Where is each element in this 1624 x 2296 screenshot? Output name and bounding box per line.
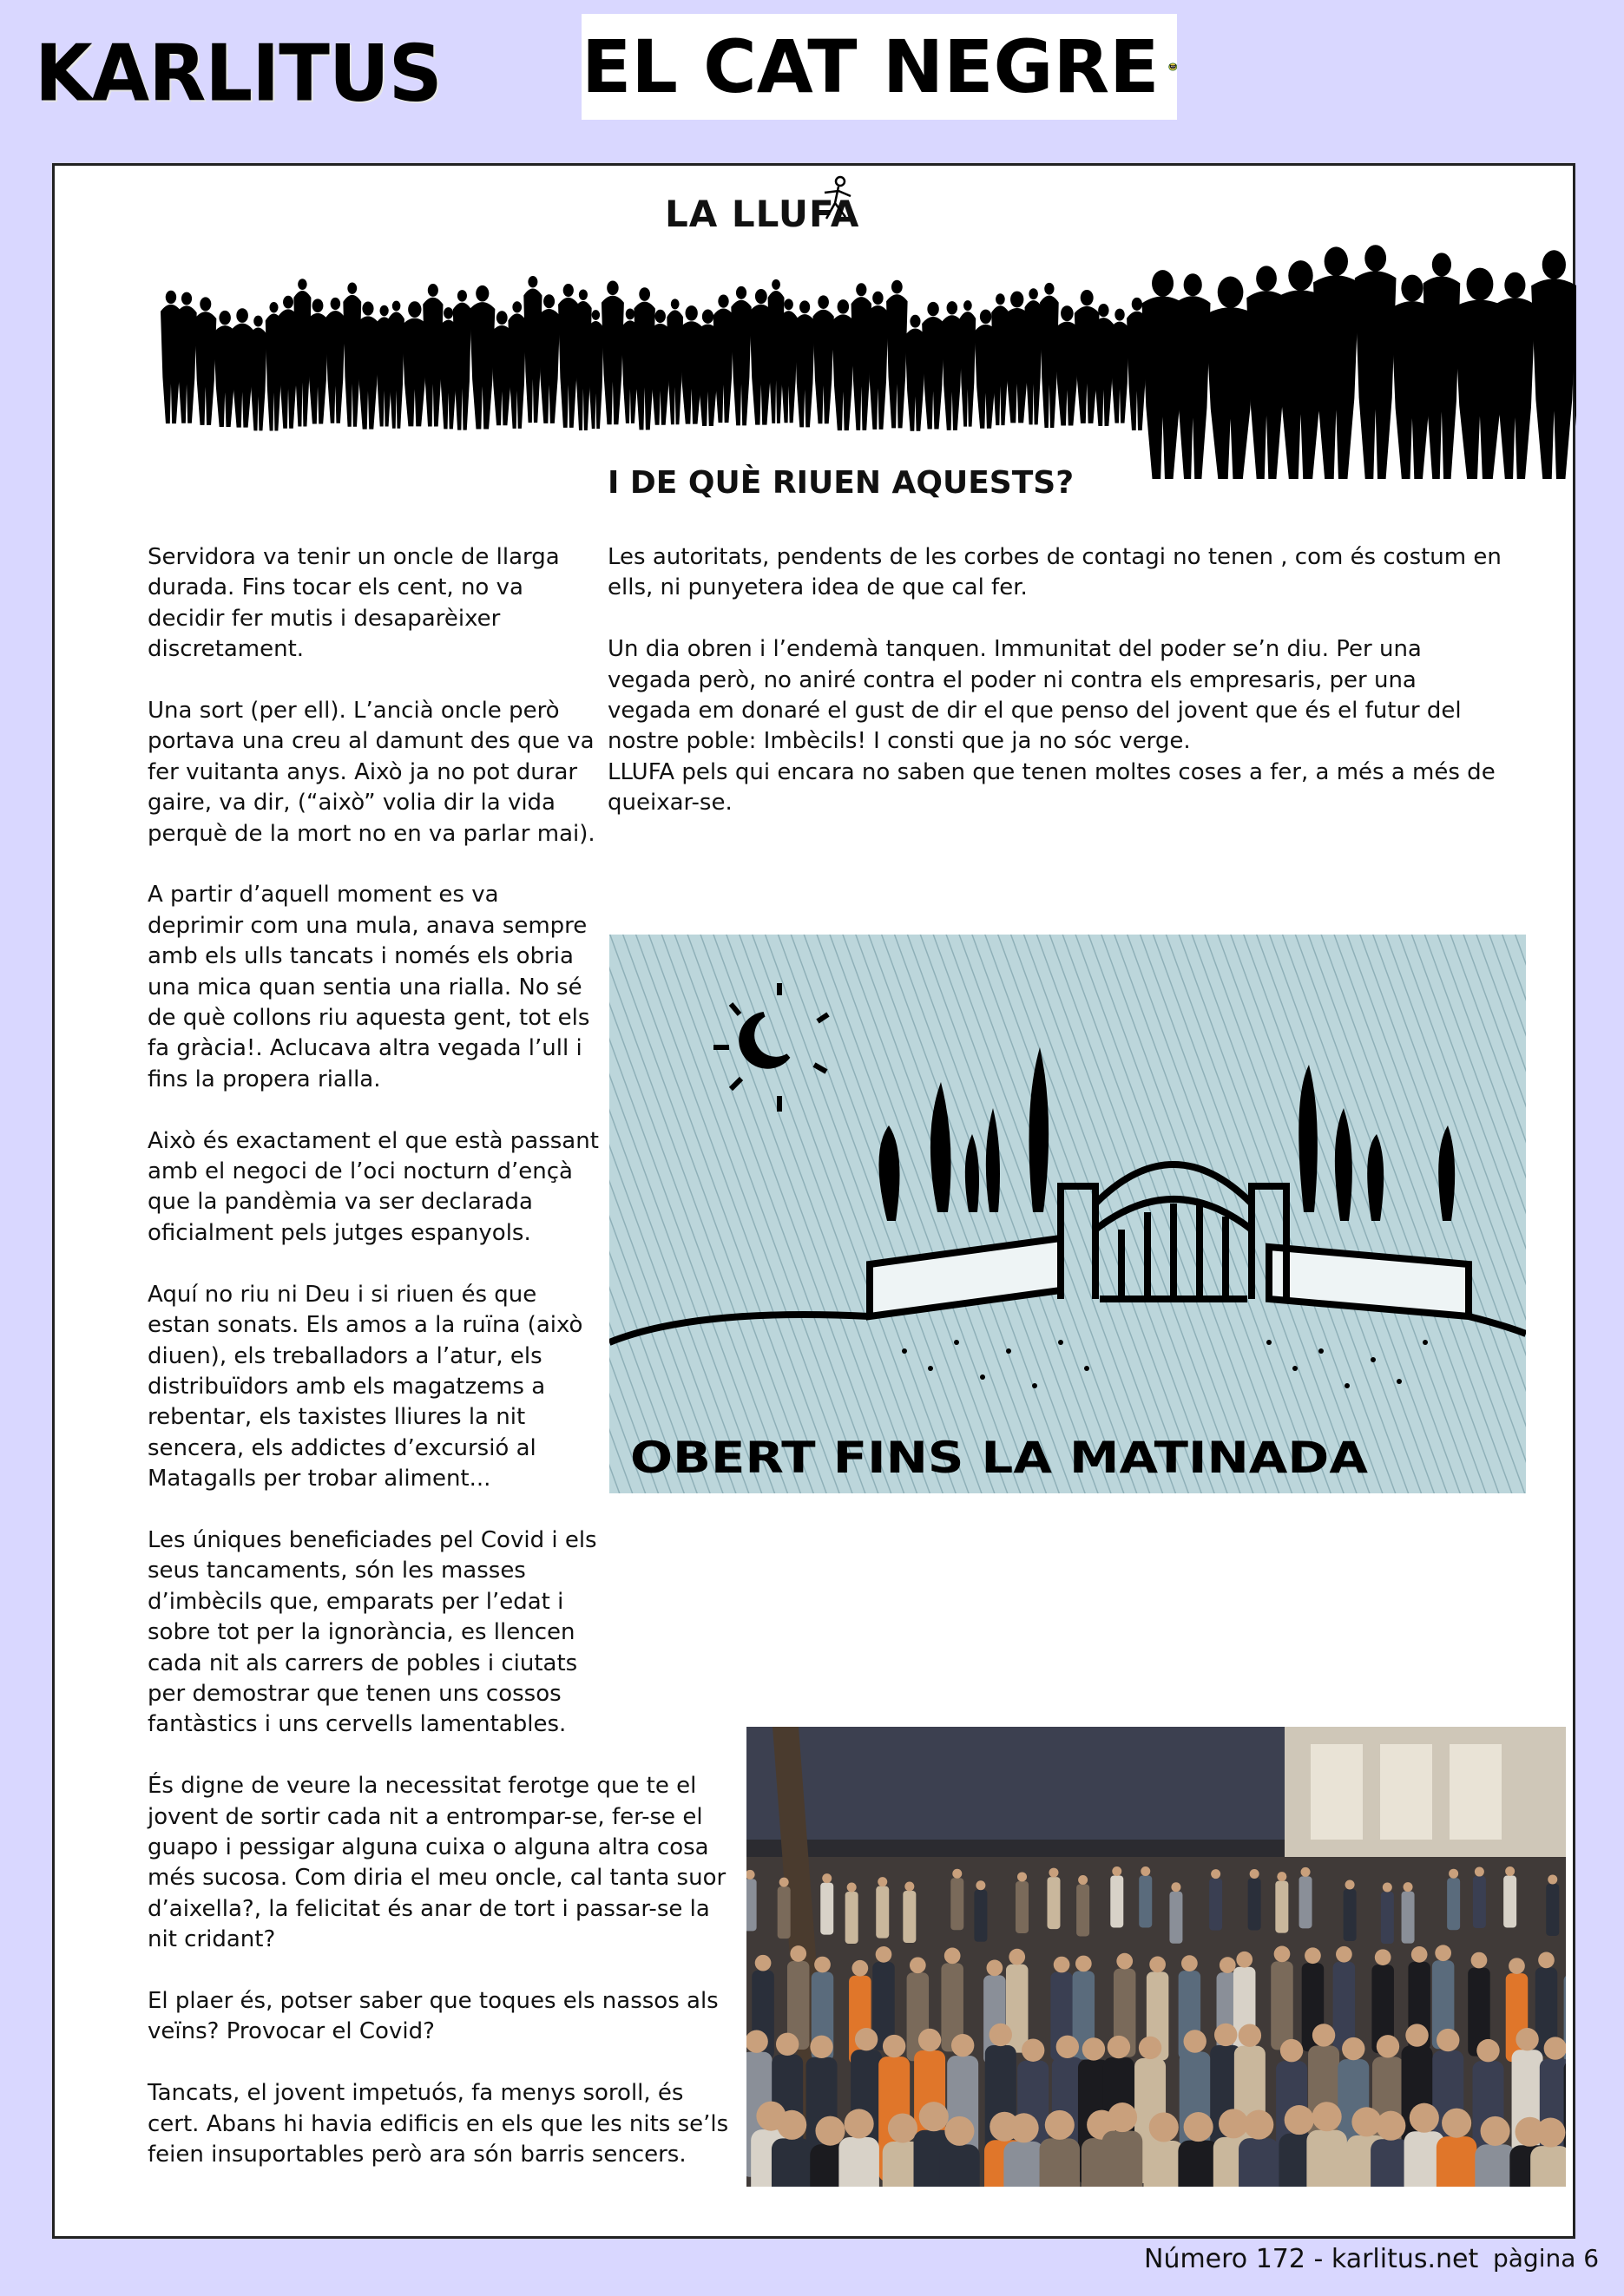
- publication-title: EL CAT NEGRE: [582, 24, 1160, 109]
- paragraph: Tancats, el jovent impetuós, fa menys soroll, és cert. Abans hi havia edificis en els que les nits se’ls feien insuportables però ara són barris sencers.: [148, 2080, 729, 2168]
- paragraph: Aquí no riu ni Deu i si riuen és que estan sonats. Els amos a la ruïna (això diuen), els treballadors a l’atur, els distribuïdors amb els magatzems a rebentar, els taxistes lliures la nit sencera, els addictes d’excursió al Matagalls per trobar aliment...: [148, 1281, 583, 1492]
- paragraph: Això és exactament el que està passant amb el negoci de l’oci nocturn d’ençà que la pandèmia va ser declarada oficialment pels jutges espanyols.: [148, 1127, 599, 1246]
- street-crowd-photo: [746, 1727, 1566, 2187]
- paragraph: Les autoritats, pendents de les corbes de contagi no tenen , com és costum en ells, ni punyetera idea de que cal fer.: [608, 544, 1502, 601]
- running-figure-icon: [821, 175, 856, 224]
- paragraph: Servidora va tenir un oncle de llarga durada. Fins tocar els cent, no va decidir fer mutis i desaparèixer discretament.: [148, 544, 560, 663]
- paragraph: Un dia obren i l’endemà tanquen. Immunitat del poder se’n diu. Per una vegada però, no aniré contra el poder ni contra els empresaris, per una vegada em donaré el gust de dir el que penso del jovent que és el futur del nostre poble: Imbècils! I consti que ja no sóc verge. LLUFA pels qui encara no saben que tenen moltes coses a fer, a més a més de queixar-se.: [608, 636, 1496, 817]
- section-label: LA LLUFA: [665, 193, 860, 235]
- crowd-silhouette-banner: [161, 227, 1576, 488]
- paragraph: Una sort (per ell). L’ancià oncle però portava una creu al damunt des que va fer vuitanta anys. Això ja no pot durar gaire, va dir, (“això” volia dir la vida perquè de la mort no en va parlar mai).: [148, 698, 595, 847]
- paragraph: El plaer és, potser saber que toques els nassos als veïns? Provocar el Covid?: [148, 1987, 719, 2045]
- karlitus-logo: KARLITUS: [35, 28, 442, 120]
- footer-issue: Número 172 - karlitus.net: [1144, 2244, 1479, 2274]
- article-headline: I DE QUÈ RIUEN AQUESTS?: [608, 465, 1075, 501]
- paragraph: És digne de veure la necessitat ferotge que te el jovent de sortir cada nit a entrompar-se, fer-se el guapo i pessigar alguna cuixa o alguna altra cosa més sucosa. Com diria el meu oncle, cal tanta suor d’aixella?, la felicitat és anar de tort i passar-se la nit cridant?: [148, 1773, 727, 1953]
- black-cat-icon: [1168, 15, 1177, 119]
- paragraph: A partir d’aquell moment es va deprimir com una mula, anava sempre amb els ulls tancats i només els obria una mica quan sentia una rialla. No sé de què collons riu aquesta gent, tot els fa gràcia!. Aclucava altra vegada l’ull i fins la propera rialla.: [148, 882, 590, 1092]
- left-column: [148, 542, 729, 2170]
- right-column: [608, 542, 1502, 850]
- cat-negre-logo: [582, 14, 1177, 120]
- paragraph: Les úniques beneficiades pel Covid i els seus tancaments, són les masses d’imbècils que, emparats per l’edat i sobre tot per la ignorància, es llencen cada nit als carrers de pobles i ciutats per demostrar que tenen uns cossos fantàstics i uns cervells lamentables.: [148, 1526, 597, 1738]
- drawing-caption: OBERT FINS LA MATINADA: [630, 1433, 1369, 1483]
- nightclub-drawing: [609, 935, 1526, 1493]
- footer-page-number: pàgina 6: [1493, 2244, 1600, 2273]
